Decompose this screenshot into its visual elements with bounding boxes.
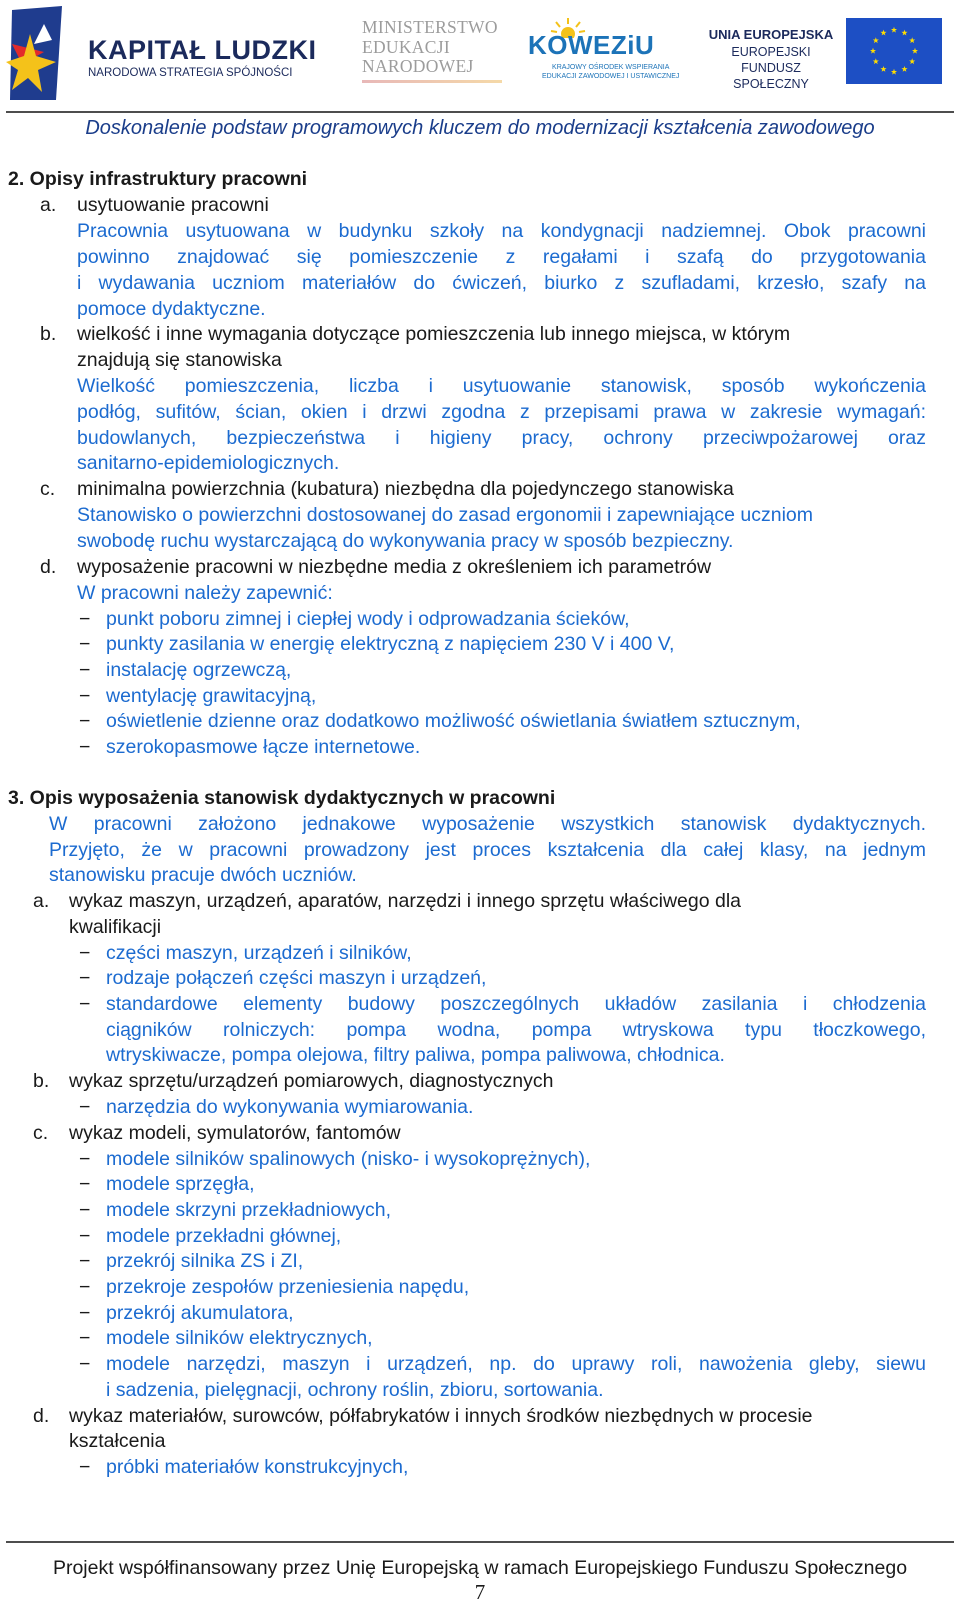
- s3-d-title-line: kształcenia: [69, 1430, 166, 1452]
- s2-d-label: d.: [40, 556, 57, 578]
- footer-text: Projekt współfinansowany przez Unię Europejską w ramach Europejskiego Funduszu Społecznego: [52, 1557, 908, 1579]
- s3-c-item: modele narzędzi, maszyn i urządzeń, np. do uprawy roli, nawożenia gleby, siewu: [106, 1353, 926, 1375]
- footer-divider: [6, 1541, 954, 1543]
- s2-d-item: instalację ogrzewczą,: [106, 659, 292, 681]
- bullet-dash: −: [79, 685, 91, 707]
- s3-c-title: wykaz modeli, symulatorów, fantomów: [69, 1122, 401, 1144]
- s3-d-title-line: wykaz materiałów, surowców, półfabrykatów i innych środków niezbędnych w procesie: [69, 1405, 813, 1427]
- s2-c-text-line: swobodę ruchu wystarczającą do wykonywania pracy w sposób bezpieczny.: [77, 530, 734, 552]
- s3-a-label: a.: [33, 890, 50, 912]
- s3-intro-line: W pracowni założono jednakowe wyposażenie wszystkich stanowisk dydaktycznych.: [49, 813, 926, 835]
- koweziu-sub-line1: KRAJOWY OŚRODEK WSPIERANIA: [552, 64, 670, 71]
- s2-d-item: wentylację grawitacyjną,: [106, 685, 317, 707]
- s2-b-text-line: Wielkość pomieszczenia, liczba i usytuowanie stanowisk, sposób wykończenia: [77, 375, 926, 397]
- section3-heading: 3. Opis wyposażenia stanowisk dydaktycznych w pracowni: [8, 787, 556, 809]
- bullet-dash: −: [79, 633, 91, 655]
- s2-b-text-line: sanitarno-epidemiologicznych.: [77, 452, 340, 474]
- bullet-dash: −: [79, 1148, 91, 1170]
- ministry-line1: MINISTERSTWO: [362, 17, 498, 37]
- s2-d-intro: W pracowni należy zapewnić:: [77, 582, 333, 604]
- s3-a-item: ciągników rolniczych: pompa wodna, pompa wtryskowa typu tłoczkowego,: [106, 1019, 926, 1041]
- koweziu-logo: KOWEZiU: [528, 30, 655, 60]
- s2-a-text-line: Pracownia usytuowana w budynku szkoły na kondygnacji nadziemnej. Obok pracowni: [77, 220, 926, 242]
- s2-c-title: minimalna powierzchnia (kubatura) niezbędna dla pojedynczego stanowiska: [77, 478, 734, 500]
- s3-c-item: przekroje zespołów przeniesienia napędu,: [106, 1276, 470, 1298]
- bullet-dash: −: [79, 1096, 91, 1118]
- eu-line3: FUNDUSZ SPOŁECZNY: [733, 61, 809, 91]
- s3-c-label: c.: [33, 1122, 49, 1144]
- s3-b-item: narzędzia do wykonywania wymiarowania.: [106, 1096, 474, 1118]
- s3-d-label: d.: [33, 1405, 50, 1427]
- s2-d-item: punkty zasilania w energię elektryczną z napięciem 230 V i 400 V,: [106, 633, 675, 655]
- s3-b-title: wykaz sprzętu/urządzeń pomiarowych, diagnostycznych: [69, 1070, 554, 1092]
- s2-a-label: a.: [40, 194, 57, 216]
- s3-c-item: modele silników spalinowych (nisko- i wysokoprężnych),: [106, 1148, 591, 1170]
- s2-b-text-line: budowlanych, bezpieczeństwa i higieny pracy, ochrony przeciwpożarowej oraz: [77, 427, 926, 449]
- s3-c-item: modele sprzęgła,: [106, 1173, 255, 1195]
- bullet-dash: −: [79, 1173, 91, 1195]
- s2-d-item: punkt poboru zimnej i ciepłej wody i odprowadzania ścieków,: [106, 608, 630, 630]
- s2-b-text-line: podłóg, sufitów, ścian, okien i drzwi zgodna z przepisami prawa w zakresie wymagań:: [77, 401, 926, 423]
- bullet-dash: −: [79, 710, 91, 732]
- s3-a-title-line: kwalifikacji: [69, 916, 162, 938]
- s2-c-label: c.: [40, 478, 56, 500]
- bullet-dash: −: [79, 1276, 91, 1298]
- s3-a-item: części maszyn, urządzeń i silników,: [106, 942, 412, 964]
- bullet-dash: −: [79, 1225, 91, 1247]
- s3-c-item: przekrój silnika ZS i ZI,: [106, 1250, 304, 1272]
- s3-c-item: modele silników elektrycznych,: [106, 1327, 373, 1349]
- s3-intro-line: Przyjęto, że w pracowni prowadzony jest proces kształcenia dla całej klasy, na jednym: [49, 839, 926, 861]
- bullet-dash: −: [79, 1250, 91, 1272]
- eu-line1: UNIA EUROPEJSKA: [708, 27, 834, 42]
- eu-line2: EUROPEJSKI: [731, 45, 811, 59]
- s3-a-title-line: wykaz maszyn, urządzeń, aparatów, narzędzi i innego sprzętu właściwego dla: [69, 890, 742, 912]
- s3-intro-line: stanowisku pracuje dwóch uczniów.: [49, 864, 357, 886]
- bullet-dash: −: [79, 1199, 91, 1221]
- s2-a-title: usytuowanie pracowni: [77, 194, 269, 216]
- bullet-dash: −: [79, 1302, 91, 1324]
- s2-c-text-line: Stanowisko o powierzchni dostosowanej do zasad ergonomii i zapewniające uczniom: [77, 504, 813, 526]
- s2-b-title-line: znajdują się stanowiska: [77, 349, 282, 371]
- bullet-dash: −: [79, 993, 91, 1015]
- bullet-dash: −: [79, 942, 91, 964]
- s3-c-item: modele skrzyni przekładniowych,: [106, 1199, 392, 1221]
- s2-d-title: wyposażenie pracowni w niezbędne media z określeniem ich parametrów: [77, 556, 712, 578]
- bullet-dash: −: [79, 1353, 91, 1375]
- bullet-dash: −: [79, 1327, 91, 1349]
- s2-d-item: szerokopasmowe łącze internetowe.: [106, 736, 421, 758]
- s3-a-item: rodzaje połączeń części maszyn i urządzeń,: [106, 967, 487, 989]
- document-title: Doskonalenie podstaw programowych kluczem do modernizacji kształcenia zawodowego: [85, 117, 875, 139]
- kapital-title: KAPITAŁ LUDZKI: [88, 35, 317, 65]
- s3-c-item: przekrój akumulatora,: [106, 1302, 294, 1324]
- s2-a-text-line: pomoce dydaktyczne.: [77, 298, 266, 320]
- ministry-line3: NARODOWEJ: [362, 56, 474, 76]
- section2-heading: 2. Opisy infrastruktury pracowni: [8, 168, 308, 190]
- s2-b-label: b.: [40, 323, 57, 345]
- s2-b-title-line: wielkość i inne wymagania dotyczące pomieszczenia lub innego miejsca, w którym: [77, 323, 791, 345]
- bullet-dash: −: [79, 659, 91, 681]
- bullet-dash: −: [79, 736, 91, 758]
- s3-d-item: próbki materiałów konstrukcyjnych,: [106, 1456, 409, 1478]
- s3-a-item: wtryskiwacze, pompa olejowa, filtry paliwa, pompa paliwowa, chłodnica.: [106, 1044, 725, 1066]
- s2-a-text-line: powinno znajdować się pomieszczenie z regałami i szafą do przygotowania: [77, 246, 926, 268]
- ministry-line2: EDUKACJI: [362, 36, 450, 57]
- s2-a-text-line: i wydawania uczniom materiałów do ćwiczeń, biurko z szufladami, krzesło, szafy na: [77, 272, 926, 294]
- s3-c-item: modele przekładni głównej,: [106, 1225, 342, 1247]
- s3-c-item: i sadzenia, pielęgnacji, ochrony roślin, zbioru, sortowania.: [106, 1379, 604, 1401]
- page-number: 7: [474, 1580, 486, 1604]
- kapital-subtitle: NARODOWA STRATEGIA SPÓJNOŚCI: [88, 67, 293, 79]
- bullet-dash: −: [79, 608, 91, 630]
- s3-b-label: b.: [33, 1070, 50, 1092]
- bullet-dash: −: [79, 1456, 91, 1478]
- s2-d-item: oświetlenie dzienne oraz dodatkowo możliwość oświetlania światłem sztucznym,: [106, 710, 801, 732]
- bullet-dash: −: [79, 967, 91, 989]
- koweziu-sub-line2: EDUKACJI ZAWODOWEJ I USTAWICZNEJ: [542, 73, 680, 80]
- s3-a-item: standardowe elementy budowy poszczególnych układów zasilania i chłodzenia: [106, 993, 926, 1015]
